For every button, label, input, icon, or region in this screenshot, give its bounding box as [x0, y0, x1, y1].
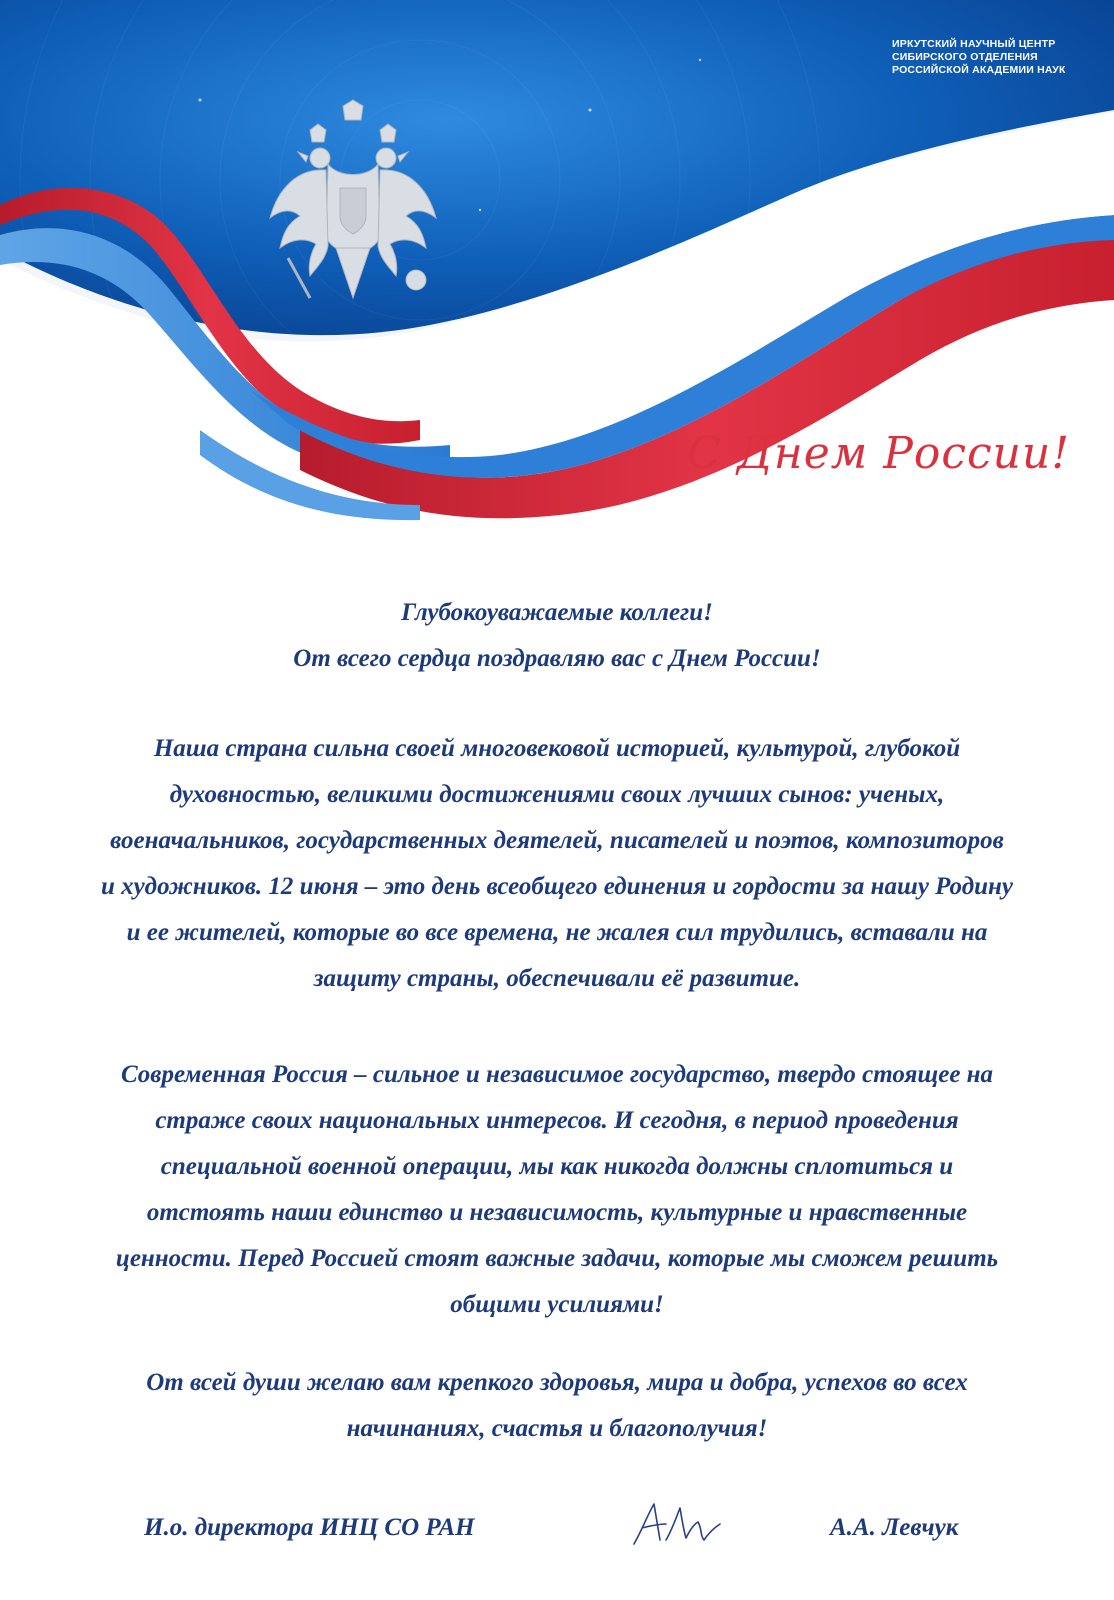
- sigma-lake-icon: [832, 36, 1114, 576]
- salutation-line: От всего сердца поздравляю вас с Днем России!: [293, 645, 821, 672]
- text-line: начинаниях, счастья и благополучия!: [346, 1415, 768, 1442]
- double-headed-eagle-icon: [258, 98, 448, 308]
- text-line: военачальников, государственных деятелей, писателей и поэтов, композиторов: [110, 827, 1004, 854]
- text-line: страже своих национальных интересов. И сегодня, в период проведения: [155, 1107, 959, 1134]
- org-line: СИБИРСКОГО ОТДЕЛЕНИЯ: [892, 51, 1038, 63]
- signatory-role: И.о. директора ИНЦ СО РАН: [144, 1514, 475, 1541]
- text-line: специальной военной операции, мы как никогда должны сплотиться и: [160, 1153, 954, 1180]
- text-line: От всей души желаю вам крепкого здоровья, мира и добра, успехов во всех: [146, 1369, 968, 1396]
- text-line: Современная Россия – сильное и независимое государство, твердо стоящее на: [120, 1061, 994, 1088]
- paragraph-wishes: [30, 1360, 1084, 1452]
- text-line: защиту страны, обеспечивали её развитие.: [313, 965, 801, 992]
- text-line: духовностью, великими достижениями своих лучших сынов: ученых,: [169, 781, 945, 808]
- salutation-line: Глубокоуважаемые коллеги!: [401, 599, 713, 626]
- organization-name: [892, 38, 1102, 77]
- text-line: отстоять наши единство и независимость, культурные и нравственные: [146, 1199, 968, 1226]
- paragraph-history: [30, 726, 1084, 1002]
- text-line: ценности. Перед Россией стоят важные задачи, которые мы сможем решить: [115, 1245, 999, 1272]
- paragraph-modern-russia: [30, 1052, 1084, 1328]
- text-line: и художников. 12 июня – это день всеобщего единения и гордости за нашу Родину: [101, 873, 1013, 900]
- header-banner: [0, 0, 1114, 540]
- handwritten-signature: [628, 1494, 724, 1554]
- signatory-name: А.А. Левчук: [830, 1514, 959, 1541]
- text-line: Наша страна сильна своей многовековой историей, культурой, глубокой: [153, 735, 961, 762]
- text-line: и ее жителей, которые во все времена, не жалея сил трудились, вставали на: [126, 919, 988, 946]
- salutation: [30, 590, 1084, 682]
- signature-block: [0, 1508, 1114, 1578]
- org-line: ИРКУТСКИЙ НАУЧНЫЙ ЦЕНТР: [892, 38, 1056, 50]
- org-line: РОССИЙСКОЙ АКАДЕМИИ НАУК: [892, 64, 1066, 76]
- greeting-title: С Днем России!: [687, 428, 1070, 479]
- text-line: общими усилиями!: [450, 1291, 664, 1318]
